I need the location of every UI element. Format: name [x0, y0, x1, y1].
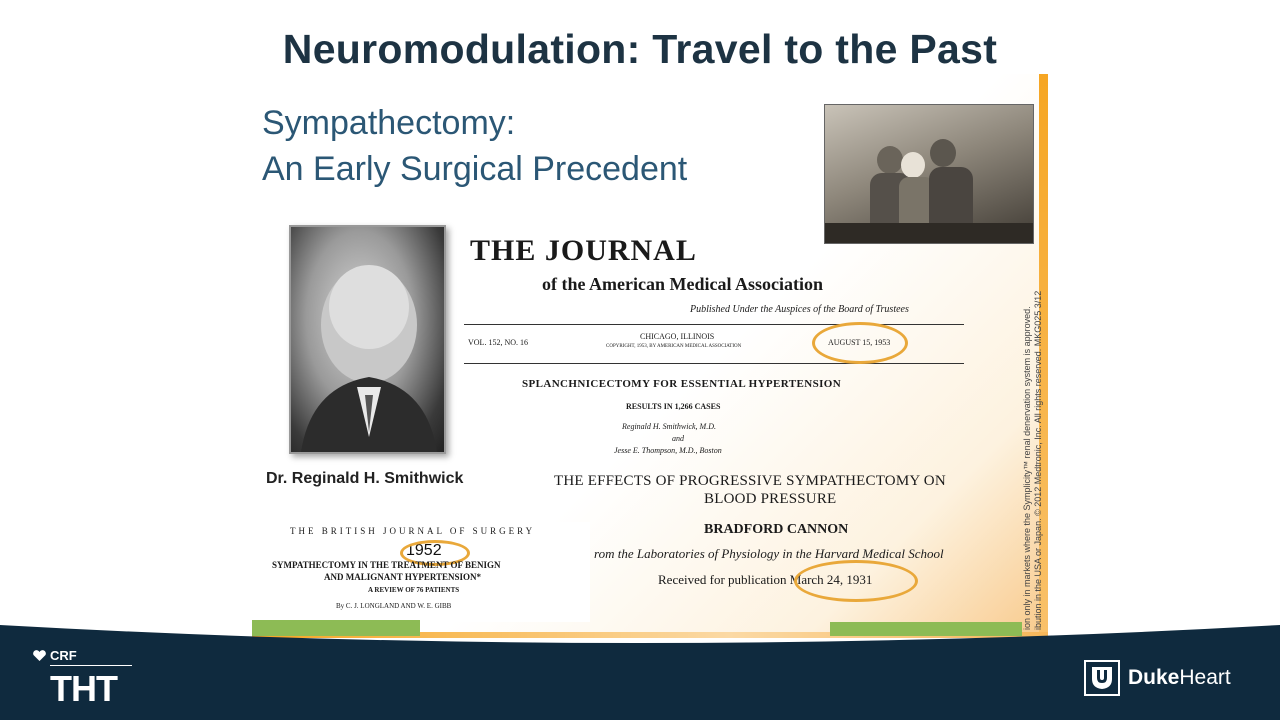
portrait-photo — [289, 225, 446, 454]
jama-copyright: COPYRIGHT, 1953, BY AMERICAN MEDICAL ASSOCIATION — [606, 344, 742, 349]
crf-label: CRF — [50, 648, 77, 663]
bjs-clipping — [262, 522, 590, 622]
cannon-received: Received for publication March 24, 1931 — [658, 572, 873, 587]
bjs-title-line-1: SYMPATHECTOMY IN THE TREATMENT OF BENIGN — [272, 560, 501, 570]
surgery-photo — [824, 104, 1034, 244]
heart-icon — [32, 650, 47, 662]
portrait-illustration — [291, 227, 444, 452]
jama-and: and — [672, 434, 684, 443]
jama-masthead-2: of the American Medical Association — [542, 274, 823, 294]
portrait-caption: Dr. Reginald H. Smithwick — [266, 470, 464, 487]
bjs-journal: THE BRITISH JOURNAL OF SURGERY — [290, 526, 536, 536]
jama-article-title: SPLANCHNICECTOMY FOR ESSENTIAL HYPERTENSION — [522, 378, 842, 390]
legal-line-2: ibution in the USA or Japan. © 2012 Medtronic, Inc. All rights reserved. MKG025 3/12 — [1033, 290, 1043, 630]
bjs-authors: By C. J. LONGLAND AND W. E. GIBB — [336, 602, 452, 610]
jama-volume: VOL. 152, NO. 16 — [468, 338, 528, 347]
bjs-review: A REVIEW OF 76 PATIENTS — [368, 586, 460, 594]
legal-line-1: ion only in markets where the Symplicity™ renal denervation system is approved. — [1022, 306, 1032, 630]
shield-icon — [1091, 666, 1113, 690]
bjs-year: 1952 — [406, 542, 442, 559]
surgeons-illustration — [825, 105, 1033, 243]
jama-author-1: Reginald H. Smithwick, M.D. — [622, 422, 716, 431]
tht-logo: THT — [50, 668, 117, 709]
jama-clipping — [462, 234, 1002, 462]
date-highlight-oval — [812, 322, 908, 364]
legal-disclaimer — [1022, 230, 1044, 630]
jama-city: CHICAGO, ILLINOIS — [640, 332, 715, 341]
received-date-highlight-oval — [794, 560, 918, 602]
subtitle-line-1: Sympathectomy: — [262, 104, 516, 142]
logo-divider — [50, 665, 132, 666]
slide-title: Neuromodulation: Travel to the Past — [282, 26, 998, 72]
cannon-lab: rom the Laboratories of Physiology in the Harvard Medical School — [594, 546, 944, 561]
crf-logo — [32, 648, 77, 663]
cannon-title-line-2: BLOOD PRESSURE — [704, 491, 837, 507]
jama-masthead: THE JOURNAL — [470, 234, 697, 267]
jama-author-2: Jesse E. Thompson, M.D., Boston — [614, 446, 722, 455]
duke-shield-icon — [1084, 660, 1120, 696]
jama-results: RESULTS IN 1,266 CASES — [626, 402, 721, 411]
cannon-title-line-1: THE EFFECTS OF PROGRESSIVE SYMPATHECTOMY ON — [554, 473, 946, 489]
heart-label: Heart — [1179, 666, 1231, 689]
jama-published: Published Under the Auspices of the Board of Trustees — [690, 304, 909, 315]
subtitle-line-2: An Early Surgical Precedent — [262, 150, 688, 188]
cannon-author: BRADFORD CANNON — [704, 522, 849, 537]
duke-heart-logo — [1084, 660, 1231, 696]
duke-label: Duke — [1128, 666, 1180, 689]
bjs-title-line-2: AND MALIGNANT HYPERTENSION* — [324, 572, 482, 582]
jama-date: AUGUST 15, 1953 — [828, 338, 891, 347]
slide-panel — [252, 74, 1048, 638]
